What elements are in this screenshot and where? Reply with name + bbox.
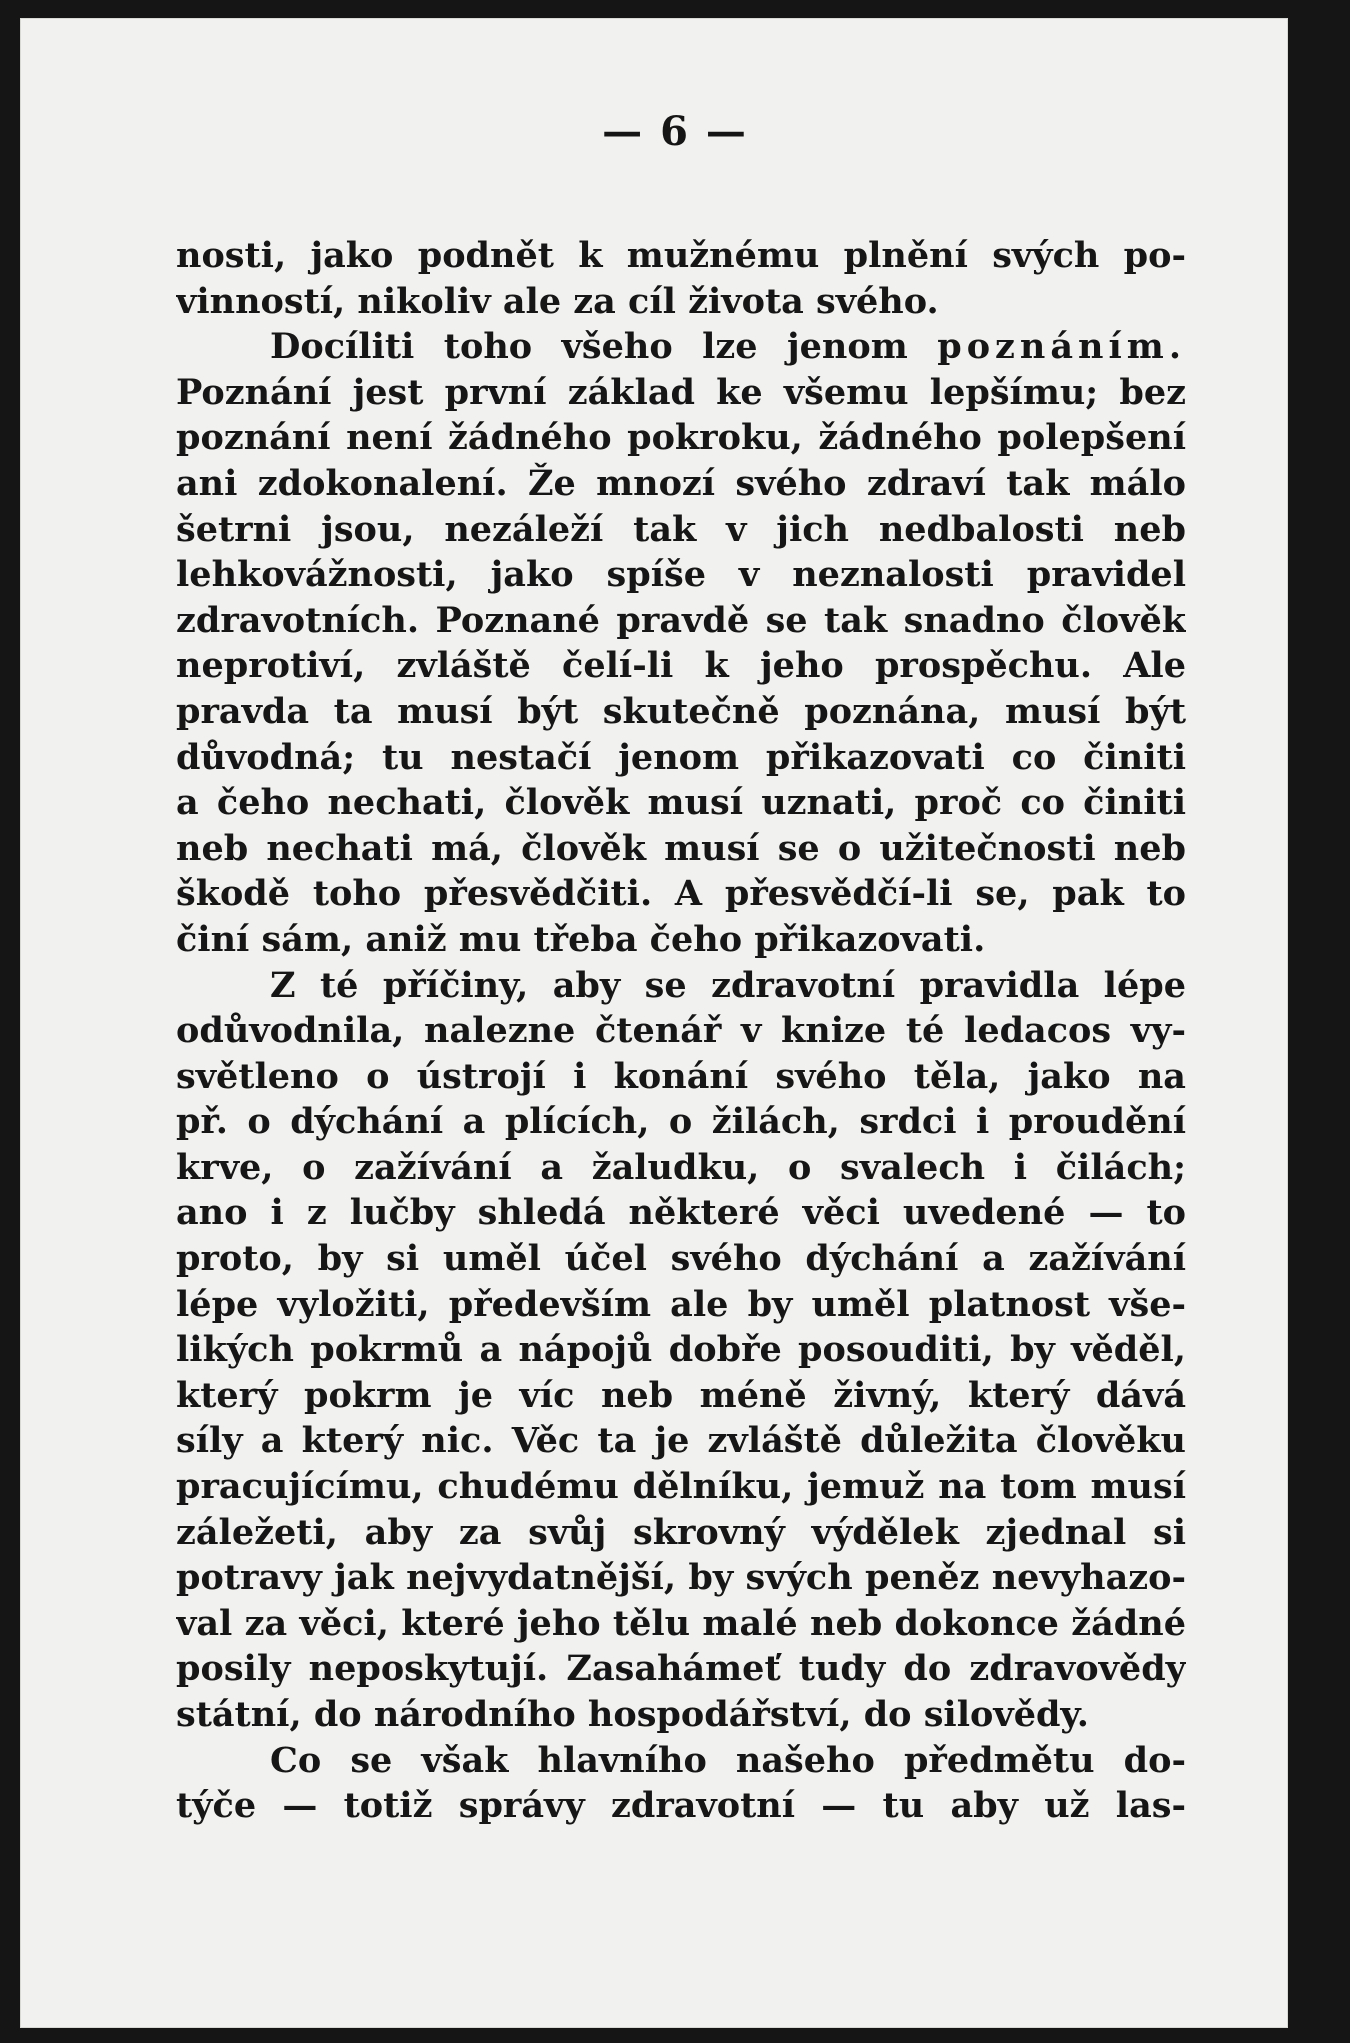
text-line (176, 1418, 1186, 1464)
text-line (176, 1008, 1186, 1054)
text-line (176, 689, 1186, 735)
text-line (176, 826, 1186, 872)
text-line-content: Co se však hlavního našeho předmětu do- (270, 1739, 1186, 1781)
text-line-content: potravy jak nejvydatnější, by svých peněz nevyhazo- (176, 1557, 1186, 1599)
text-line (176, 643, 1186, 689)
text-line-content: val za věci, které jeho tělu malé neb dokonce žádné (176, 1602, 1186, 1644)
text-line (176, 461, 1186, 507)
text-line-content: proto, by si uměl účel svého dýchání a zažívání (176, 1238, 1186, 1280)
text-line (176, 780, 1186, 826)
text-line (176, 1327, 1186, 1373)
text-line-content: vinností, nikoliv ale za cíl života svého. (176, 280, 939, 322)
text-line-content: neprotiví, zvláště čelí-li k jeho prospěchu. Ale (176, 645, 1186, 687)
text-line (176, 1236, 1186, 1282)
text-line (176, 1601, 1186, 1647)
text-line (176, 415, 1186, 461)
text-line-content: ano i z lučby shledá některé věci uvedené — to (176, 1192, 1186, 1234)
text-line (176, 279, 1186, 325)
text-line (176, 1145, 1186, 1191)
text-line-content: pracujícímu, chudému dělníku, jemuž na tom musí (176, 1466, 1186, 1508)
text-line-content: státní, do národního hospodářství, do silovědy. (176, 1694, 1089, 1735)
text-line-content: nosti, jako podnět k mužnému plnění svých po- (176, 235, 1186, 276)
text-line (176, 598, 1186, 644)
text-line-content: lépe vyložiti, především ale by uměl platnost vše- (176, 1283, 1186, 1325)
text-line-content: týče — totiž správy zdravotní — tu aby už las- (176, 1785, 1186, 1827)
text-line (176, 1646, 1186, 1692)
text-line (176, 552, 1186, 598)
text-line (176, 1190, 1186, 1236)
text-line (176, 1464, 1186, 1510)
text-line-content: zdravotních. Poznané pravdě se tak snadno člověk (176, 599, 1186, 641)
text-line (176, 1054, 1186, 1100)
text-line-content: a čeho nechati, člověk musí uznati, proč co činiti (176, 782, 1186, 824)
text-line-content: záležeti, aby za svůj skrovný výdělek zjednal si (176, 1511, 1186, 1553)
text-line (176, 735, 1186, 781)
text-line-content: posily neposkytují. Zasahámeť tudy do zdravovědy (176, 1648, 1186, 1690)
text-line (176, 871, 1186, 917)
text-line (176, 233, 1186, 279)
text-line-content: důvodná; tu nestačí jenom přikazovati co činiti (176, 736, 1186, 778)
text-line (176, 324, 1186, 370)
text-line (176, 963, 1186, 1009)
text-line (176, 1692, 1186, 1738)
text-line (176, 1783, 1186, 1829)
text-line-content: odůvodnila, nalezne čtenář v knize té ledacos vy- (176, 1010, 1186, 1052)
text-line (176, 370, 1186, 416)
text-line (176, 917, 1186, 963)
text-line-content: pravda ta musí být skutečně poznána, musí být (176, 690, 1186, 732)
page-number: — 6 — (602, 108, 748, 155)
text-line-content: neb nechati má, člověk musí se o užitečnosti neb (176, 827, 1186, 869)
text-line-content: světleno o ústrojí i konání svého těla, jako na (176, 1055, 1186, 1097)
text-line (176, 1738, 1186, 1784)
emphasized-word: poznáním. (937, 326, 1186, 368)
text-line-content: Docíliti toho všeho lze jenom (270, 326, 938, 368)
text-line-content: lehkovážnosti, jako spíše v neznalosti pravidel (176, 554, 1186, 596)
text-line-content: Poznání jest první základ ke všemu lepšímu; bez (176, 371, 1186, 413)
text-line (176, 1282, 1186, 1328)
text-line-content: škodě toho přesvědčiti. A přesvědčí-li se, pak to (176, 873, 1186, 915)
text-line-content: Z té příčiny, aby se zdravotní pravidla lépe (270, 964, 1186, 1006)
text-line-content: př. o dýchání a plících, o žilách, srdci i proudění (176, 1101, 1186, 1143)
body-text (176, 233, 1186, 1829)
text-line (176, 1555, 1186, 1601)
text-line-content: který pokrm je víc neb méně živný, který dává (176, 1374, 1186, 1416)
text-line (176, 1099, 1186, 1145)
text-line-content: ani zdokonalení. Že mnozí svého zdraví tak málo (176, 462, 1186, 504)
text-line (176, 1510, 1186, 1556)
text-line-content: šetrni jsou, nezáleží tak v jich nedbalosti neb (176, 508, 1186, 550)
text-line-content: poznání není žádného pokroku, žádného polepšení (176, 417, 1186, 459)
text-line-content: činí sám, aniž mu třeba čeho přikazovati. (176, 918, 986, 960)
text-line (176, 1373, 1186, 1419)
text-line-content: likých pokrmů a nápojů dobře posouditi, by věděl, (176, 1329, 1186, 1371)
text-line-content: síly a který nic. Věc ta je zvláště důležita člověku (176, 1420, 1186, 1462)
text-line-content: krve, o zažívání a žaludku, o svalech i čilách; (176, 1146, 1186, 1188)
text-line (176, 507, 1186, 553)
